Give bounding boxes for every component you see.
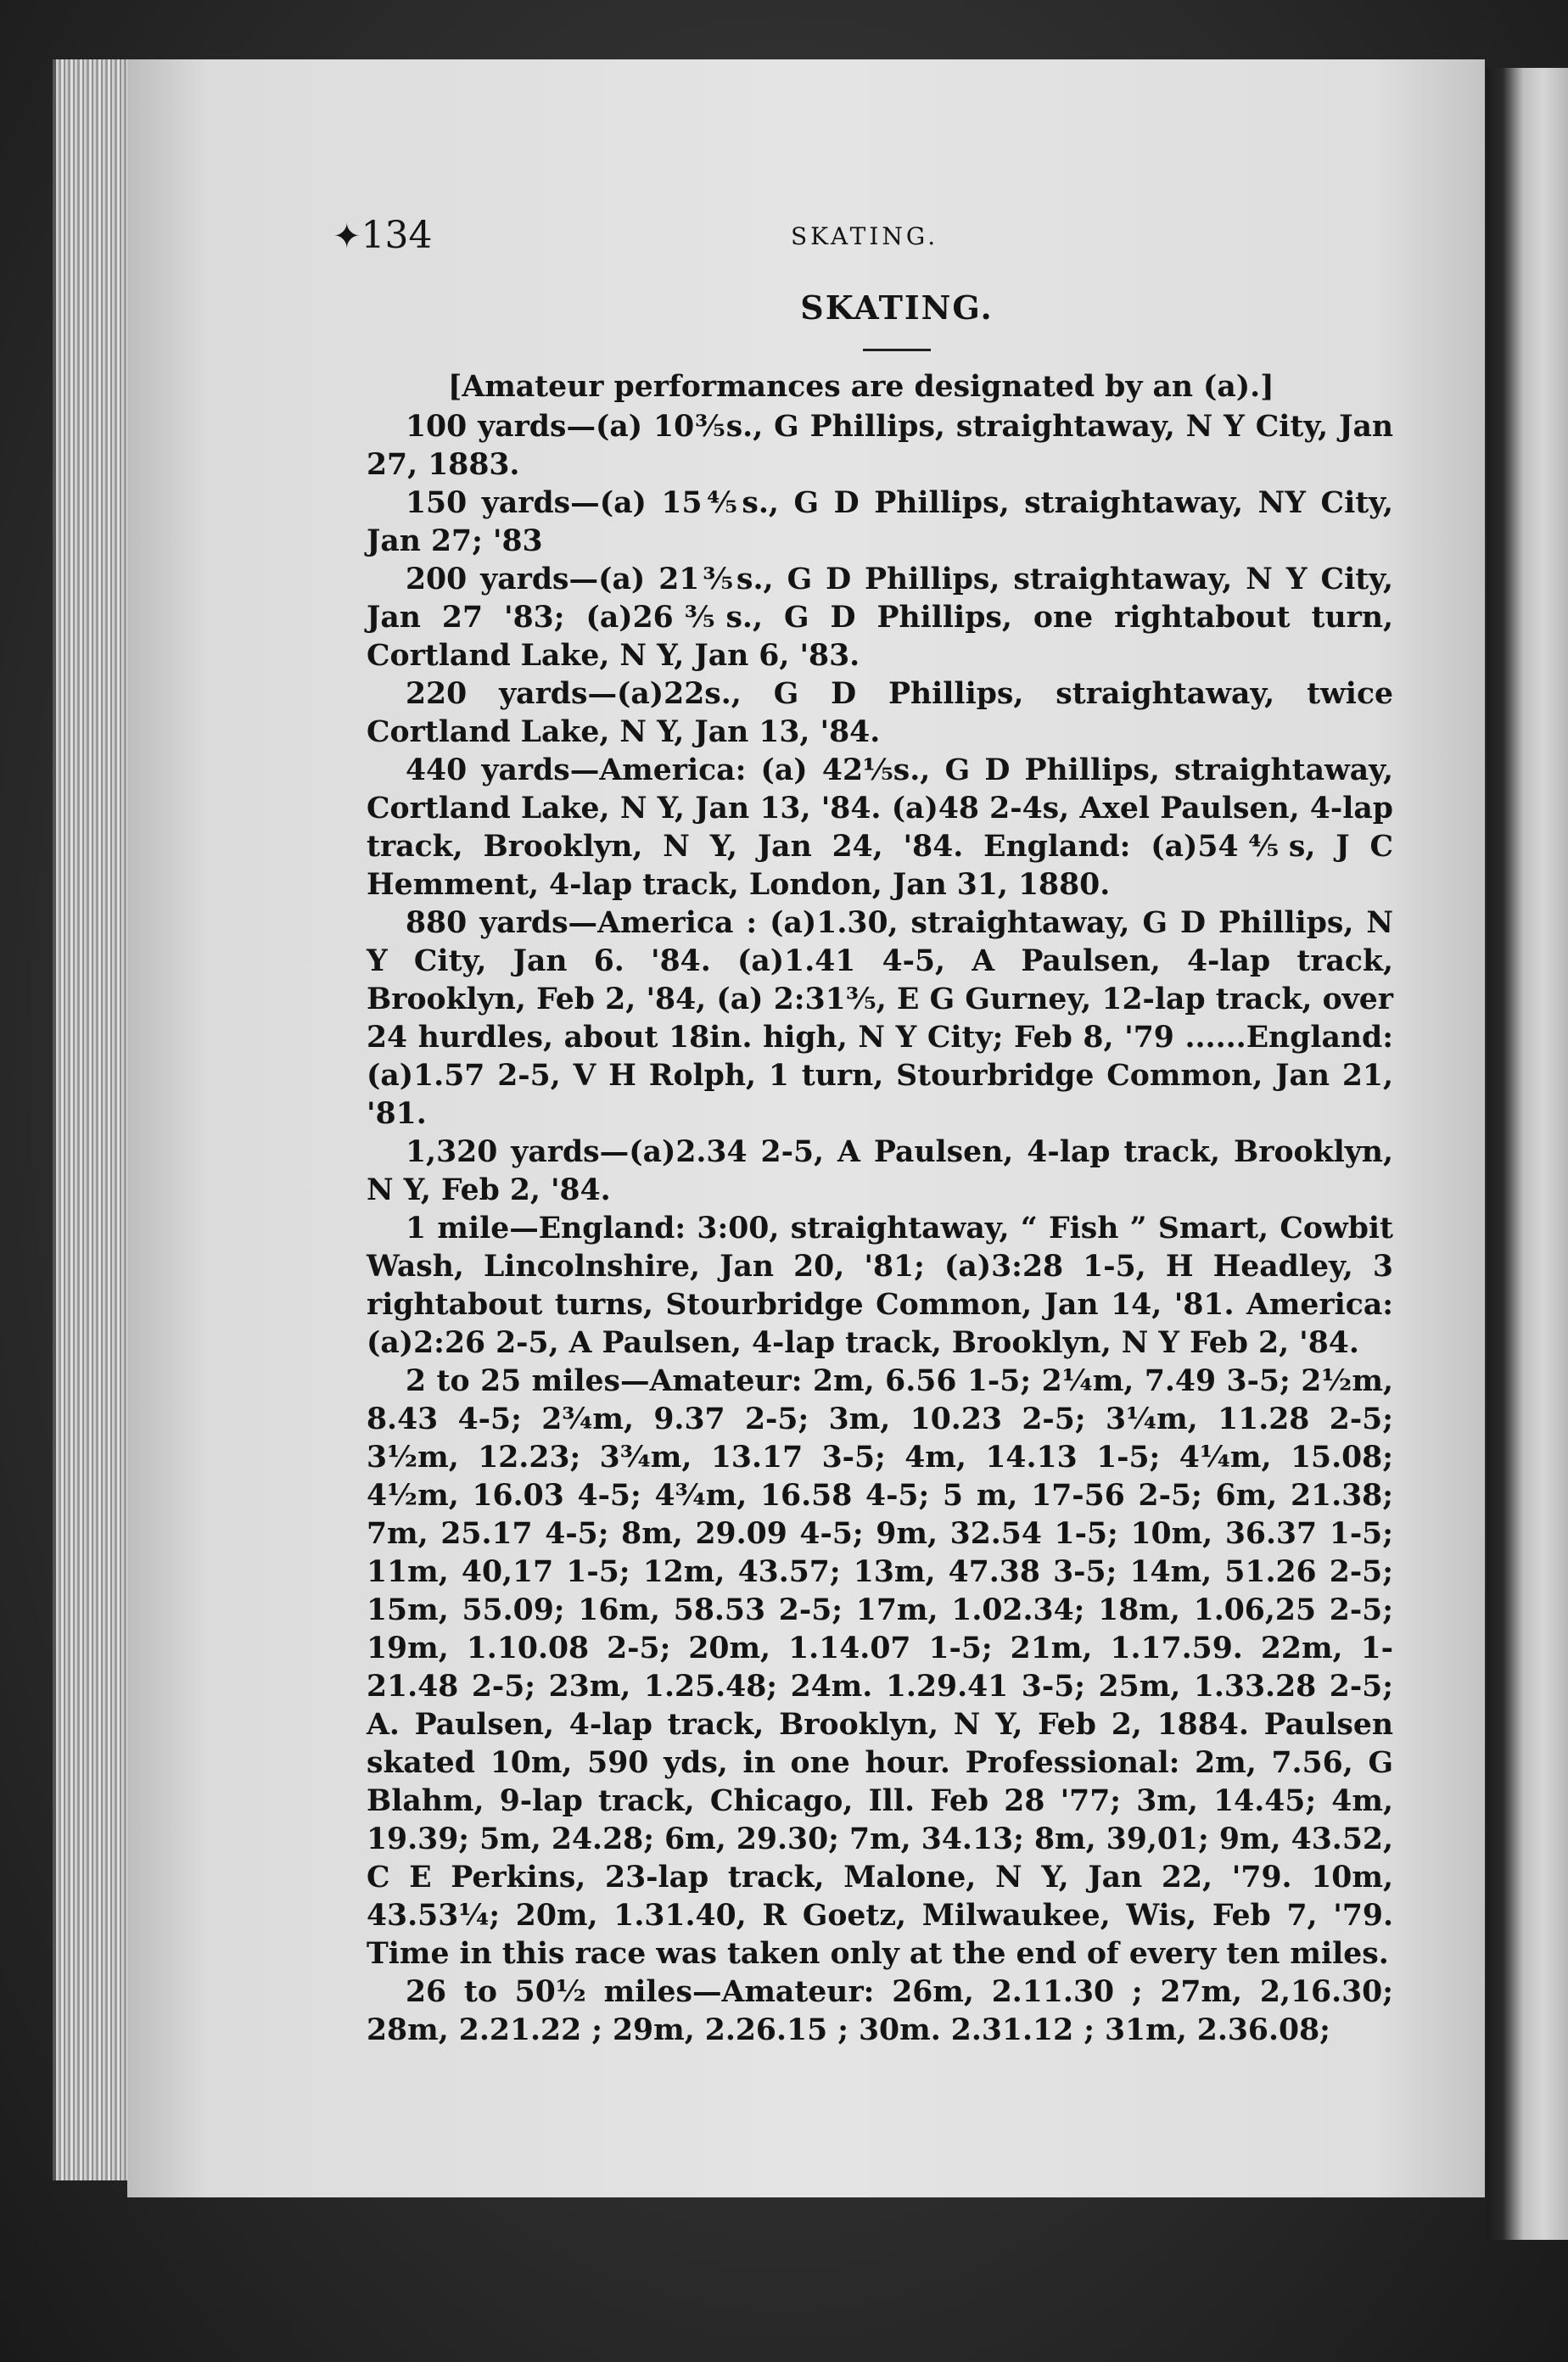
record-440-yards: 440 yards—America: (a) 42⅕s., G D Phillips, straightaway, Cortland Lake, N Y, Jan 13, '84. (a)48 2-4s, Axel Paulsen, 4-lap track, Brooklyn, N Y, Jan 24, '84. England: (a)54⅘s, J C Hemment, 4-lap track, London, Jan 31, 1880.	[367, 753, 1393, 902]
records-text	[367, 368, 1393, 2050]
page-number	[333, 214, 433, 257]
section-title: SKATING.	[800, 288, 994, 327]
page-number-value: 134	[361, 214, 433, 257]
record-2-to-25-miles: 2 to 25 miles—Amateur: 2m, 6.56 1-5; 2¼m, 7.49 3-5; 2½m, 8.43 4-5; 2¾m, 9.37 2-5; 3m, 10.23 2-5; 3¼m, 11.28 2-5; 3½m, 12.23; 3¾m, 13.17 3-5; 4m, 14.13 1-5; 4¼m, 15.08; 4½m, 16.03 4-5; 4¾m, 16.58 4-5; 5 m, 17-56 2-5; 6m, 21.38; 7m, 25.17 4-5; 8m, 29.09 4-5; 9m, 32.54 1-5; 10m, 36.37 1-5; 11m, 40,17 1-5; 12m, 43.57; 13m, 47.38 3-5; 14m, 51.26 2-5; 15m, 55.09; 16m, 58.53 2-5; 17m, 1.02.34; 18m, 1.06,25 2-5; 19m, 1.10.08 2-5; 20m, 1.14.07 1-5; 21m, 1.17.59. 22m, 1-21.48 2-5; 23m, 1.25.48; 24m. 1.29.41 3-5; 25m, 1.33.28 2-5; A. Paulsen, 4-lap track, Brooklyn, N Y, Feb 2, 1884. Paulsen skated 10m, 590 yds, in one hour. Professional: 2m, 7.56, G Blahm, 9-lap track, Chicago, Ill. Feb 28 '77; 3m, 14.45; 4m, 19.39; 5m, 24.28; 6m, 29.30; 7m, 34.13; 8m, 39,01; 9m, 43.52, C E Perkins, 23-lap track, Malone, N Y, Jan 22, '79. 10m, 43.53¼; 20m, 1.31.40, R Goetz, Milwaukee, Wis, Feb 7, '79. Time in this race was taken only at the end of every ten miles.	[367, 1364, 1393, 1971]
title-rule	[863, 349, 931, 351]
record-1-mile: 1 mile—England: 3:00, straightaway, “ Fish ” Smart, Cowbit Wash, Lincolnshire, Jan 20, '81; (a)3:28 1-5, H Headley, 3 rightabout turns, Stourbridge Common, Jan 14, '81. America: (a)2:26 2-5, A Paulsen, 4-lap track, Brooklyn, N Y Feb 2, '84.	[367, 1212, 1393, 1360]
running-head-title: SKATING.	[791, 222, 939, 250]
record-150-yards: 150 yards—(a) 15⅘s., G D Phillips, straightaway, NY City, Jan 27; '83	[367, 486, 1393, 558]
printer-mark-icon: ✦	[333, 217, 361, 256]
record-880-yards: 880 yards—America : (a)1.30, straightaway, G D Phillips, N Y City, Jan 6. '84. (a)1.41 4-5, A Paulsen, 4-lap track, Brooklyn, Feb 2, '84, (a) 2:31⅗, E G Gurney, 12-lap track, over 24 hurdles, about 18in. high, N Y City; Feb 8, '79 ......England: (a)1.57 2-5, V H Rolph, 1 turn, Stourbridge Common, Jan 21, '81.	[367, 906, 1393, 1131]
record-220-yards: 220 yards—(a)22s., G D Phillips, straightaway, twice Cortland Lake, N Y, Jan 13, '84.	[367, 677, 1393, 749]
facing-page-edge	[1487, 68, 1568, 2240]
page-content	[333, 214, 1393, 2050]
record-200-yards: 200 yards—(a) 21⅗s., G D Phillips, straightaway, N Y City, Jan 27 '83; (a)26⅗s., G D Phillips, one rightabout turn, Cortland Lake, N Y, Jan 6, '83.	[367, 563, 1393, 673]
amateur-note: [Amateur performances are designated by an (a).]	[448, 370, 1274, 404]
running-head	[333, 214, 1393, 273]
record-1320-yards: 1,320 yards—(a)2.34 2-5, A Paulsen, 4-lap track, Brooklyn, N Y, Feb 2, '84.	[367, 1135, 1393, 1207]
record-100-yards: 100 yards—(a) 10⅗s., G Phillips, straightaway, N Y City, Jan 27, 1883.	[367, 410, 1393, 482]
record-26-to-50-miles: 26 to 50½ miles—Amateur: 26m, 2.11.30 ; 27m, 2,16.30; 28m, 2.21.22 ; 29m, 2.26.15 ; 30m. 2.31.12 ; 31m, 2.36.08;	[367, 1975, 1393, 2047]
